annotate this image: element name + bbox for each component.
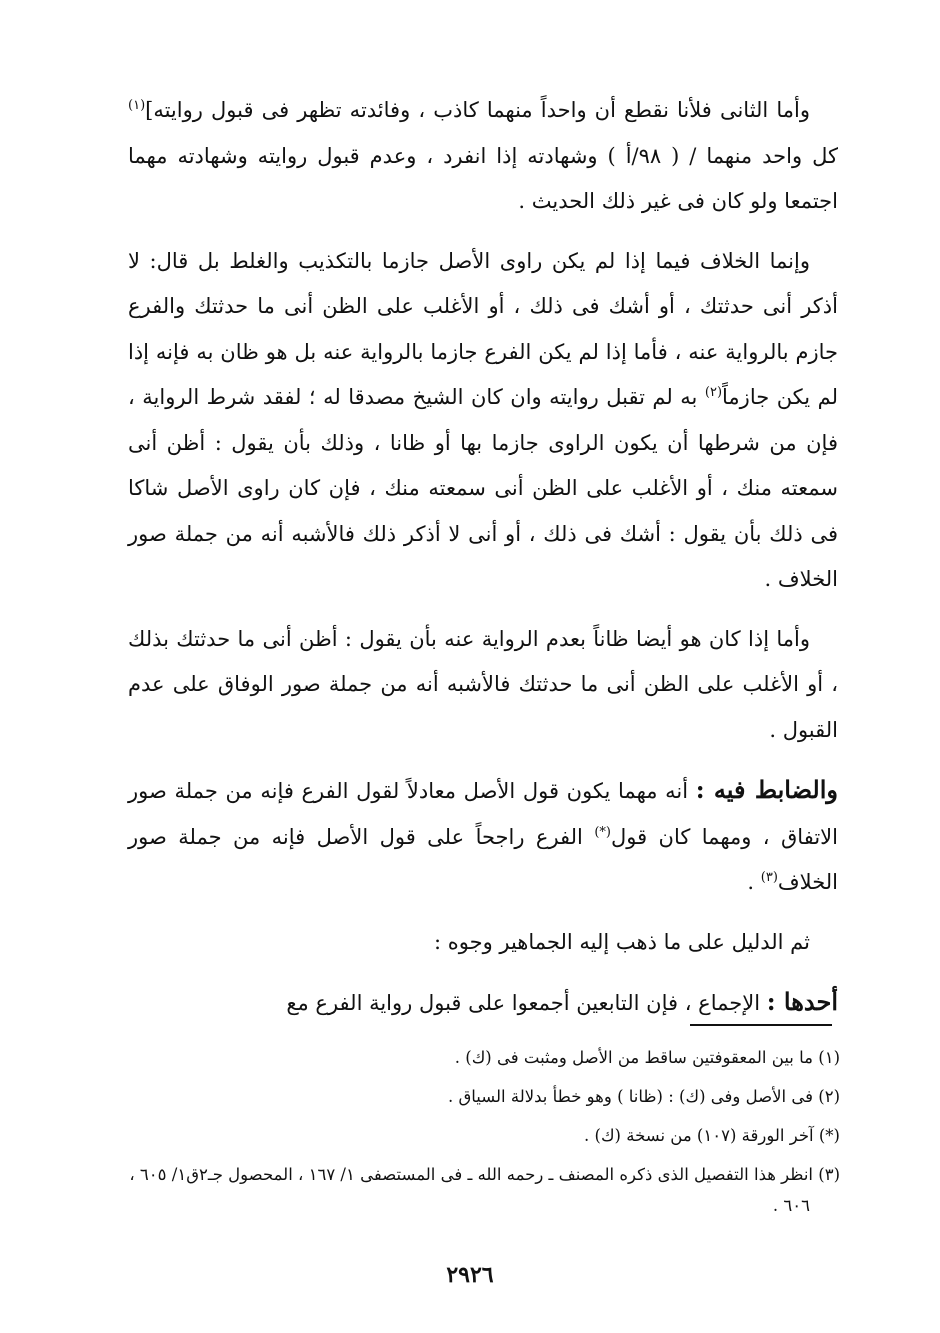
footnote-star: (*) آخر الورقة (١٠٧) من نسخة (ك) . — [584, 1126, 840, 1145]
footnote-ref-2: (٢) — [704, 385, 723, 400]
footnote-ref-1: (١) — [128, 98, 146, 113]
footnote-3: (٣) انظر هذا التفصيل الذى ذكره المصنف ـ رحمه الله ـ فى المستصفى ١/ ١٦٧ ، المحصول جـ٢ق١/ ٦٠٥ ، ٦٠٦ . — [129, 1165, 840, 1215]
paragraph-1: وأما الثانى فلأنا نقطع أن واحداً منهما كاذب ، وفائدته تظهر فى قبول روايته]$^{(١)}$ كل واحد منهما / ( ٩٨/أ ) وشهادته إذا انفرد ، وعدم قبول روايته وشهادته مهما اجتمعا ولو كان فى غير ذلك الحديث . — [128, 98, 838, 213]
footnotes — [128, 1042, 840, 1229]
paragraph-4: والضابط فيه : أنه مهما يكون قول الأصل معادلاً لقول الفرع فإنه من جملة صور الاتفاق ، ومهما كان قول(*) الفرع راجحاً على قول الأصل فإنه من جملة صور الخلاف$^{(٣)}$ . — [128, 775, 838, 894]
footnote-2: (٢) فى الأصل وفى (ك) : (ظانا ) وهو خطأ بدلالة السياق . — [447, 1087, 840, 1106]
footnote-ref-star: (*) — [594, 824, 611, 840]
page-number: ٢٩٢٦ — [446, 1262, 494, 1288]
paragraph-2: وإنما الخلاف فيما إذا لم يكن راوى الأصل جازما بالتكذيب والغلط بل قال: لا أذكر أنى حدثتك ، أو أشك فى ذلك ، أو الأغلب على الظن أنى ما حدثتك والفرع جازم بالرواية عنه ، فأما إذا لم يكن الفرع جازما بالرواية عنه بل هو ظان به فإنه إذا لم يكن جازماً$^{(٢)}$ به لم تقبل روايته وان كان الشيخ مصدقا له ؛ لفقد شرط الرواية ، فإن من شرطها أن يكون الراوى جازما بها أو ظانا ، وذلك بأن يقول : أظن أنى سمعته منك ، أو الأغلب على الظن أنى سمعته منك ، فإن كان راوى الأصل شاكا فى ذلك بأن يقول : أشك فى ذلك ، أو أنى لا أذكر ذلك فالأشبه أنه من جملة صور الخلاف . — [128, 248, 838, 591]
paragraph-6: أحدها : الإجماع ، فإن التابعين أجمعوا على قبول رواية الفرع مع — [286, 987, 838, 1016]
footnote-separator — [690, 1024, 832, 1026]
paragraph-3: وأما إذا كان هو أيضا ظاناً بعدم الرواية عنه بأن يقول : أظن أنى ما حدثتك بذلك ، أو الأغلب على الظن أنى ما حدثتك فالأشبه أنه من جملة صور الوفاق على عدم القبول . — [128, 626, 838, 742]
footnote-1: (١) ما بين المعقوفتين ساقط من الأصل ومثبت فى (ك) . — [454, 1048, 840, 1067]
section-lead-dabit: والضابط فيه : — [695, 775, 838, 804]
paragraph-5: ثم الدليل على ما ذهب إليه الجماهير وجوه : — [433, 929, 810, 954]
body-text — [128, 88, 838, 1041]
section-lead-ahaduha: أحدها : — [766, 987, 838, 1016]
footnote-ref-3: (٣) — [760, 870, 778, 885]
